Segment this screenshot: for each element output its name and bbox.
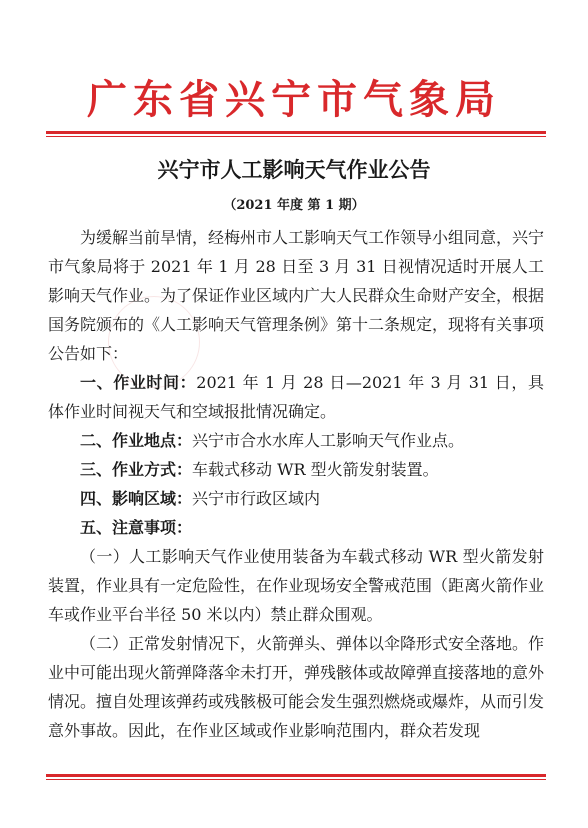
paragraph-item-time: 一、作业时间：2021 年 1 月 28 日—2021 年 3 月 31 日，具体作业时间视天气和空域报批情况确定。 bbox=[48, 373, 544, 421]
paragraph-note-1: （一）人工影响天气作业使用装备为车载式移动 WR 型火箭发射装置，作业具有一定危险性，在作业现场安全警戒范围（距离火箭作业车或作业平台半径 50 米以内）禁止群众围观。 bbox=[48, 547, 545, 624]
paragraph-item-method: 三、作业方式：车载式移动 WR 型火箭发射装置。 bbox=[80, 460, 439, 479]
item-heading: 一、作业时间： bbox=[80, 373, 197, 392]
document-title: 兴宁市人工影响天气作业公告 bbox=[157, 157, 431, 182]
document-issue-number: （2021 年度 第 1 期） bbox=[223, 198, 365, 213]
paragraph-item-location: 二、作业地点：兴宁市合水水库人工影响天气作业点。 bbox=[80, 431, 465, 450]
item-heading: 四、影响区域： bbox=[80, 489, 193, 508]
letterhead-rule-thick bbox=[46, 131, 546, 134]
paragraph-note-2: （二）正常发射情况下，火箭弹头、弹体以伞降形式安全落地。作业中可能出现火箭弹降落伞未打开，弹残骸体或故障弹直接落地的意外情况。擅自处理该弹药或残骸极可能会发生强烈燃烧或爆炸，从而引发意外事故。因此，在作业区域或作业影响范围内，群众若发现 bbox=[48, 634, 545, 740]
item-heading: 二、作业地点： bbox=[80, 431, 193, 450]
footer-rule-thin bbox=[46, 779, 546, 780]
paragraph-item-notes bbox=[48, 513, 544, 542]
item-heading: 五、注意事项： bbox=[80, 518, 193, 537]
letterhead-title: 广东省兴宁市气象局 bbox=[87, 76, 501, 123]
item-heading: 三、作业方式： bbox=[80, 460, 193, 479]
footer-rule-thick bbox=[46, 774, 546, 777]
document-body bbox=[48, 223, 544, 745]
paragraph-intro: 为缓解当前旱情，经梅州市人工影响天气工作领导小组同意，兴宁市气象局将于 2021 年 1 月 28 日至 3 月 31 日视情况适时开展人工影响天气作业。为了保证作业区域内广大人民群众生命财产安全，根据国务院颁布的《人工影响天气管理条例》第十二条规定，现将有关事项公告如下： bbox=[48, 228, 545, 363]
paragraph-item-area: 四、影响区域：兴宁市行政区域内 bbox=[80, 489, 321, 508]
letterhead-rule-thin bbox=[46, 136, 546, 137]
